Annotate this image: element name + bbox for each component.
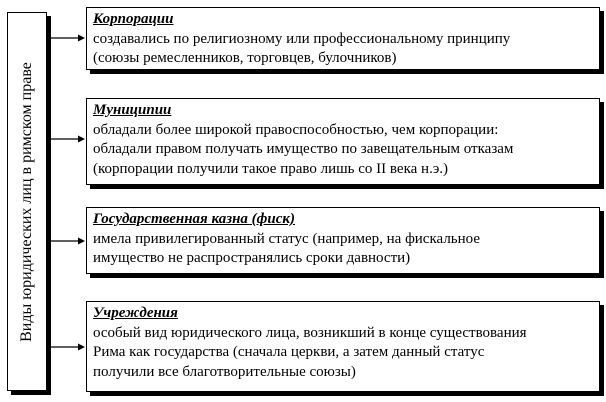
box-line: (союзы ремесленников, торговцев, булочников): [93, 50, 397, 66]
box-title: Государственная казна (фиск): [93, 211, 296, 227]
box-line: Рима как государства (сначала церкви, а затем данный статус: [93, 344, 485, 360]
root-label: Виды юридических лиц в римском праве: [18, 61, 35, 342]
box-line: особый вид юридического лица, возникший в конце существования: [93, 324, 527, 341]
box-line: обладали правом получать имущество по завещательным отказам: [93, 141, 514, 157]
box-line: имущество не распространялись сроки давности): [93, 250, 411, 266]
box-line: имела привилегированный статус (например, на фискальное: [93, 230, 481, 247]
root-box: [7, 12, 47, 391]
box-line: обладали более широкой правоспособностью, чем корпорации:: [93, 121, 499, 138]
box-title: Корпорации: [93, 11, 174, 27]
arrow-1: [47, 37, 85, 39]
box-corporations: [86, 7, 600, 70]
box-line: (корпорации получили такое право лишь со II века н.э.): [93, 160, 448, 177]
arrow-4: [47, 346, 85, 348]
box-line: получили все благотворительные союзы): [93, 363, 356, 380]
arrow-3: [47, 240, 85, 242]
arrow-2: [47, 138, 85, 140]
box-title: Муниципии: [93, 102, 172, 118]
box-treasury: [86, 207, 600, 274]
box-title: Учреждения: [93, 305, 178, 321]
box-municipia: [86, 98, 600, 185]
box-line: создавались по религиозному или профессиональному принципу: [93, 30, 511, 47]
box-institutions: [86, 301, 600, 392]
